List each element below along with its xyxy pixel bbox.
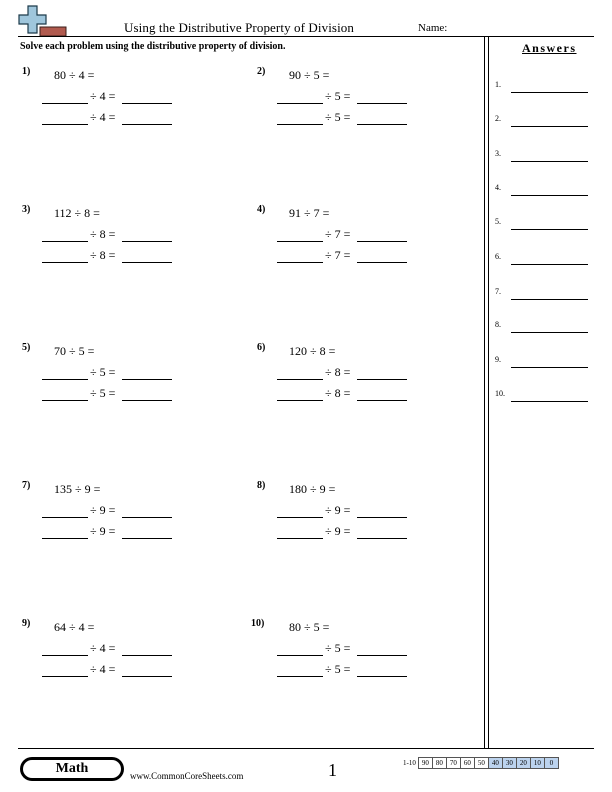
answer-number: 7. [495,287,501,296]
header-rule [18,36,594,37]
problem-expression: 120 ÷ 8 = [289,344,336,358]
blank[interactable] [122,655,172,656]
divisor-text: ÷ 9 = [90,524,116,538]
blank[interactable] [122,676,172,677]
work-line [277,111,407,125]
answer-blank[interactable] [511,332,588,333]
blank[interactable] [122,103,172,104]
score-cell: 30 [502,757,517,769]
plus-minus-logo-icon [18,4,68,38]
blank[interactable] [122,517,172,518]
divisor-text: ÷ 9 = [325,503,351,517]
score-cell: 40 [488,757,503,769]
divisor-text: ÷ 5 = [325,89,351,103]
blank[interactable] [42,262,88,263]
problem-expression: 80 ÷ 4 = [54,68,95,82]
blank[interactable] [277,676,323,677]
work-line [277,249,407,263]
site-url[interactable]: www.CommonCoreSheets.com [130,771,244,781]
work-line [277,90,407,104]
answer-blank[interactable] [511,161,588,162]
problem-expression: 91 ÷ 7 = [289,206,330,220]
blank[interactable] [42,379,88,380]
blank[interactable] [357,517,407,518]
answer-number: 8. [495,320,501,329]
answer-blank[interactable] [511,229,588,230]
blank[interactable] [357,400,407,401]
answers-heading: Answers [522,41,577,55]
problem-number: 4) [257,204,266,215]
divisor-text: ÷ 5 = [325,662,351,676]
divisor-text: ÷ 5 = [90,386,116,400]
divisor-text: ÷ 5 = [325,641,351,655]
blank[interactable] [357,538,407,539]
answer-slot [495,148,595,162]
divisor-text: ÷ 4 = [90,641,116,655]
answer-slot [495,388,595,402]
problem [22,342,222,422]
blank[interactable] [357,241,407,242]
blank[interactable] [122,262,172,263]
divisor-text: ÷ 8 = [90,248,116,262]
blank[interactable] [357,262,407,263]
work-line [42,228,172,242]
divisor-text: ÷ 8 = [90,227,116,241]
problem-number: 7) [22,480,31,491]
blank[interactable] [357,379,407,380]
score-cell: 50 [474,757,489,769]
blank[interactable] [277,103,323,104]
problem-expression: 64 ÷ 4 = [54,620,95,634]
score-cell: 70 [446,757,461,769]
blank[interactable] [42,655,88,656]
blank[interactable] [277,517,323,518]
blank[interactable] [42,538,88,539]
problem-expression: 112 ÷ 8 = [54,206,100,220]
divisor-text: ÷ 7 = [325,227,351,241]
problem-expression: 90 ÷ 5 = [289,68,330,82]
problem-number: 9) [22,618,31,629]
answer-slot [495,216,595,230]
answer-blank[interactable] [511,401,588,402]
answer-blank[interactable] [511,299,588,300]
problem-number: 6) [257,342,266,353]
score-scale [400,757,559,769]
blank[interactable] [277,379,323,380]
score-range: 1-10 [403,759,416,767]
answer-slot [495,354,595,368]
divisor-text: ÷ 7 = [325,248,351,262]
work-line [277,387,407,401]
problem [251,618,451,698]
blank[interactable] [357,103,407,104]
answer-slot [495,113,595,127]
divisor-text: ÷ 5 = [90,365,116,379]
divisor-text: ÷ 8 = [325,386,351,400]
answer-blank[interactable] [511,195,588,196]
score-cell: 20 [516,757,531,769]
blank[interactable] [42,676,88,677]
column-divider [484,36,485,748]
blank[interactable] [277,538,323,539]
blank[interactable] [122,379,172,380]
answer-number: 3. [495,149,501,158]
work-line [42,249,172,263]
score-cell: 0 [544,757,559,769]
divisor-text: ÷ 8 = [325,365,351,379]
answer-blank[interactable] [511,92,588,93]
answer-number: 1. [495,80,501,89]
problem [257,204,457,284]
blank[interactable] [277,124,323,125]
problem [22,618,222,698]
work-line [42,90,172,104]
answer-slot [495,286,595,300]
answer-number: 2. [495,114,501,123]
work-line [277,525,407,539]
blank[interactable] [122,538,172,539]
answer-blank[interactable] [511,126,588,127]
problem-expression: 180 ÷ 9 = [289,482,336,496]
blank[interactable] [277,655,323,656]
divisor-text: ÷ 4 = [90,89,116,103]
work-line [277,642,407,656]
problem [257,480,457,560]
answer-blank[interactable] [511,367,588,368]
problem-expression: 80 ÷ 5 = [289,620,330,634]
subject-badge-label: Math [23,760,121,778]
blank[interactable] [122,400,172,401]
problem-number: 2) [257,66,266,77]
blank[interactable] [42,124,88,125]
divisor-text: ÷ 4 = [90,662,116,676]
answer-slot [495,319,595,333]
divisor-text: ÷ 9 = [325,524,351,538]
blank[interactable] [42,241,88,242]
subject-badge [20,757,124,781]
answer-slot [495,182,595,196]
answer-number: 9. [495,355,501,364]
problem [22,66,222,146]
problem-number: 10) [251,618,265,629]
problem-number: 8) [257,480,266,491]
score-cell: 80 [432,757,447,769]
name-label: Name: [418,22,448,34]
work-line [42,642,172,656]
answer-blank[interactable] [511,264,588,265]
problem [257,342,457,422]
problem [257,66,457,146]
score-cell: 60 [460,757,475,769]
instructions: Solve each problem using the distributive property of division. [20,41,286,52]
score-cell: 10 [530,757,545,769]
column-divider [488,36,489,748]
blank[interactable] [42,103,88,104]
divisor-text: ÷ 4 = [90,110,116,124]
problem-number: 5) [22,342,31,353]
problem-number: 3) [22,204,31,215]
work-line [42,525,172,539]
answer-number: 4. [495,183,501,192]
problem-expression: 70 ÷ 5 = [54,344,95,358]
work-line [277,366,407,380]
problem [22,204,222,284]
blank[interactable] [42,517,88,518]
blank[interactable] [357,655,407,656]
work-line [42,504,172,518]
work-line [277,228,407,242]
problem-number: 1) [22,66,31,77]
blank[interactable] [122,124,172,125]
blank[interactable] [357,124,407,125]
answer-slot [495,79,595,93]
blank[interactable] [277,241,323,242]
blank[interactable] [277,262,323,263]
footer-rule [18,748,594,749]
answer-number: 5. [495,217,501,226]
blank[interactable] [357,676,407,677]
score-cell: 90 [418,757,433,769]
problem [22,480,222,560]
answer-number: 6. [495,252,501,261]
worksheet-title: Using the Distributive Property of Division [124,20,354,35]
answer-slot [495,251,595,265]
blank[interactable] [122,241,172,242]
problem-expression: 135 ÷ 9 = [54,482,101,496]
work-line [42,366,172,380]
divisor-text: ÷ 5 = [325,110,351,124]
blank[interactable] [42,400,88,401]
answer-number: 10. [495,389,505,398]
work-line [42,663,172,677]
page-number: 1 [328,760,337,780]
work-line [42,111,172,125]
divisor-text: ÷ 9 = [90,503,116,517]
work-line [42,387,172,401]
work-line [277,663,407,677]
work-line [277,504,407,518]
blank[interactable] [277,400,323,401]
